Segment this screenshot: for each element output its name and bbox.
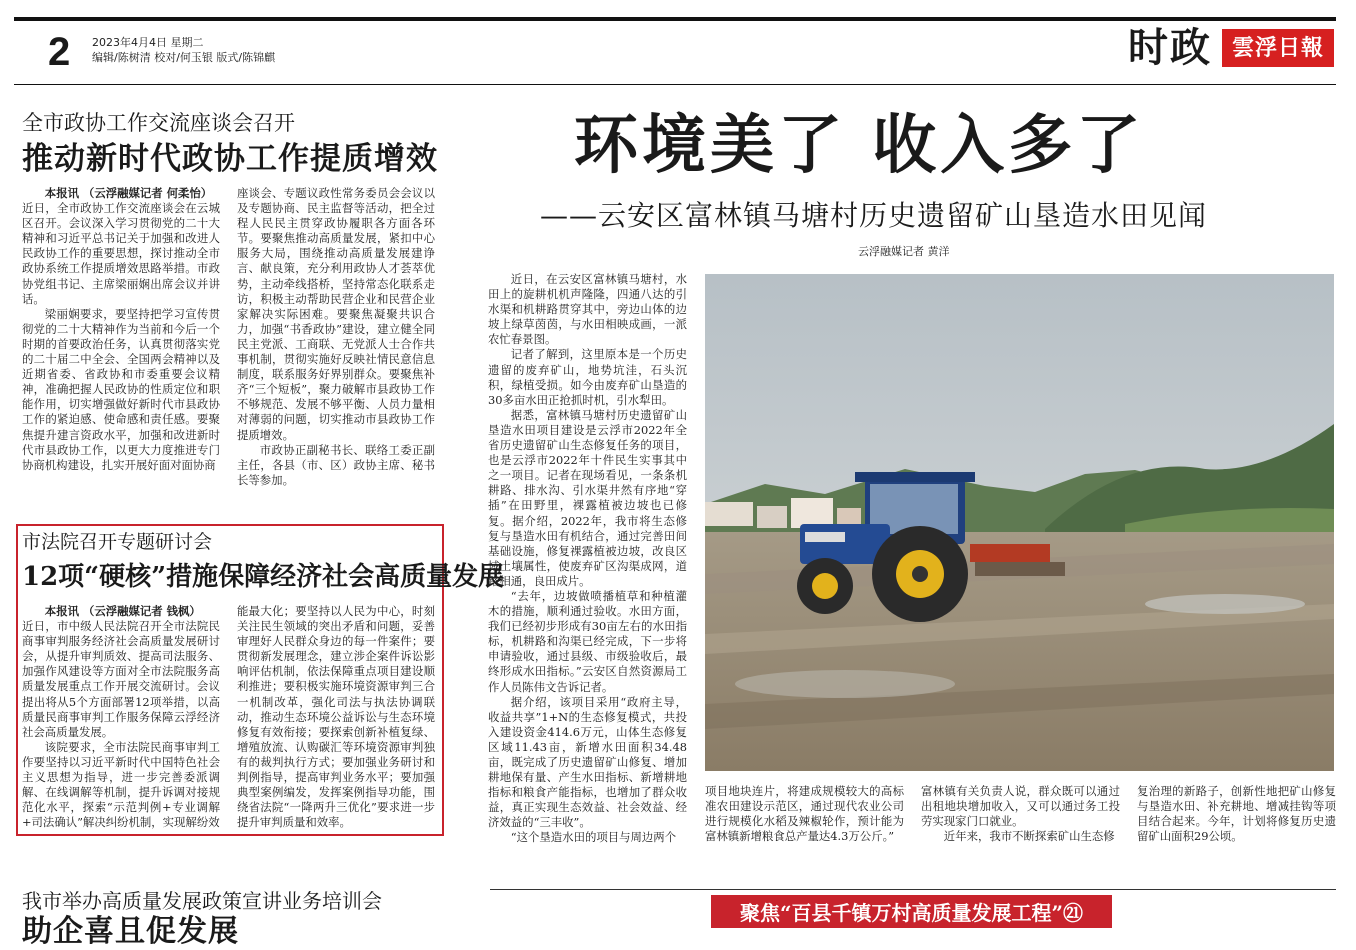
lead-bottom-col2-text: 富林镇有关负责人说，群众既可以通过出租地块增加收入，又可以通过务工投劳实现家门口就业。	[921, 784, 1120, 829]
article1-col1	[22, 186, 220, 473]
lead-reporter: 云浮融媒记者 黄洋	[858, 245, 950, 258]
lead-bottom-col3-text: 复治理的新路子，创新性地把矿山修复与垦造水田、补充耕地、增减挂钩等项目结合起来。今年，计划将修复历史遗留矿山面积29公顷。	[1137, 784, 1336, 844]
tractor-photo-image	[705, 274, 1334, 771]
lead-bottom-col1	[705, 784, 904, 844]
bottom-rule	[490, 889, 1336, 890]
focus-banner[interactable]: 聚焦“百县千镇万村高质量发展工程”㉑	[711, 895, 1112, 928]
article2-col1	[22, 604, 220, 830]
lead-bottom-col1-text: 项目地块连片，将建成规模较大的高标准农田建设示范区，通过现代农业公司进行规模化水稻及辣椒轮作，预计能为富林镇新增粮食总产量达4.3万公斤。”	[705, 784, 904, 844]
article2-col2-p1: 能最大化；要坚持以人民为中心，时刻关注民生领域的突出矛盾和问题，妥善审理好人民群众身边的每一件案件；要贯彻新发展理念，建立涉企案件诉讼影响评估机制，依法保障重点项目建设顺利推进；要积极实施环境资源审判三合一机制改革，强化司法与执法协调联动，推动生态环境公益诉讼与生态环境修复有效衔接；要探索创新补植复绿、增殖放流、认购碳汇等环境资源审判独有的裁判执行方式；要加强业务研讨和判例指导，提高审判业务水平；要加强典型案例编发，发挥案例指导功能，围绕省法院“一降两升三优化”要求进一步提升审判质量和效率。	[237, 604, 435, 830]
section-title: 时政	[1128, 24, 1212, 71]
date-line	[92, 35, 275, 65]
lead-headline[interactable]: 环境美了 收入多了	[574, 108, 1145, 183]
page-number: 2	[48, 30, 71, 74]
masthead-bottom-rule	[14, 84, 1336, 85]
lead-subheadline: ——云安区富林镇马塘村历史遗留矿山垦造水田见闻	[540, 199, 1208, 232]
article3-headline[interactable]: 助企喜且促发展	[22, 914, 239, 949]
paper-logo[interactable]: 雲浮日報	[1222, 29, 1334, 67]
lead-p4: “去年，边坡做喷播植草和种植灌木的措施，顺利通过验收。水田方面，我们已经初步形成有30亩左右的水田指标，机耕路和沟渠已经完成，下一步将申请验收，通过县级、市级验收后，最终形成水田指标。”云安区自然资源局工作人员陈伟文告诉记者。	[488, 588, 687, 694]
masthead-top-rule	[14, 17, 1336, 21]
lead-p3: 据悉，富林镇马塘村历史遗留矿山垦造水田项目建设是云浮市2022年全省历史遗留矿山生态修复任务的项目，也是云浮市2022年十件民生实事其中之一项目。记者在现场看见，一条条机耕路、排水沟、引水渠井然有序地“穿插”在田野里，裸露植被边坡也已修复。据介绍，2022年，我市将生态修复与垦造水田有机结合，通过完善田间基础设施，修复裸露植被边坡，改良区域土壤属性，使废弃矿区沟渠成网，道路相通，良田成片。	[488, 407, 687, 588]
lead-bottom-col2	[921, 784, 1120, 844]
lead-photo[interactable]	[705, 274, 1334, 771]
article1-col1-p2: 梁丽娴要求，要坚持把学习宣传贯彻党的二十大精神作为当前和今后一个时期的首要政治任务，认真贯彻落实党的二十届二中全会、全国两会精神以及近期省委、省政协和市委重要会议精神，准确把握人民政协的性质定位和职能作用，切实增强做好新时代市县政协工作的紧迫感、使命感和责任感。要聚焦提升建言资政水平，加强和改进新时代市县政协工作，以更大力度推进专门协商机构建设，扎实开展好面对面协商	[22, 306, 220, 472]
lead-bottom-col3	[1137, 784, 1336, 844]
lead-text-col	[488, 272, 687, 846]
article1-col2	[237, 186, 435, 488]
article2-col1-p1: 近日，市中级人民法院召开全市法院民商事审判服务经济社会高质量发展研讨会，从提升审判质效、提高司法服务、加强作风建设等方面对全市法院服务高质量发展重点工作开展交流研讨。会议提出将从5个方面部署12项举措，以高质量民商事审判工作服务保障云浮经济社会高质量发展。	[22, 619, 220, 739]
article2-byline: 本报讯 （云浮融媒记者 钱枫）	[44, 604, 201, 618]
article2-kicker: 市法院召开专题研讨会	[22, 531, 213, 553]
lead-p1: 近日，在云安区富林镇马塘村，水田上的旋耕机机声隆隆，四通八达的引水渠和机耕路贯穿其中，旁边山体的边坡上绿草茵茵，与水田相映成画，一派农忙春景图。	[488, 272, 687, 347]
date-text: 2023年4月4日 星期二	[92, 36, 204, 49]
article1-byline: 本报讯 （云浮融媒记者 何柔怡）	[44, 186, 213, 200]
lead-p5: 据介绍，该项目采用“政府主导，收益共享”1+N的生态修复模式，共投入建设资金414.6万元，山体生态修复区域11.43亩，新增水田面积34.48亩，既完成了历史遗留矿山修复、增加耕地保有量、产生水田指标、新增耕地指标和粮食产能指标，也增加了群众收益，真正实现生态效益、社会效益、经济效益的“三丰收”。	[488, 694, 687, 830]
lead-bottom-col2-p2: 近年来，我市不断探索矿山生态修	[943, 829, 1115, 844]
article2-col2	[237, 604, 435, 830]
article2-headline[interactable]: 12项“硬核”措施保障经济社会高质量发展	[22, 562, 505, 592]
lead-p6: “这个垦造水田的项目与周边两个	[510, 830, 677, 845]
article1-kicker: 全市政协工作交流座谈会召开	[22, 111, 295, 135]
article1-col1-p1: 近日，全市政协工作交流座谈会在云城区召开。会议深入学习贯彻党的二十大精神和习近平总书记关于加强和改进人民政协工作的重要思想，探讨推动全市政协系统工作提质增效思路举措。市政协党组书记、主席梁丽娴出席会议并讲话。	[22, 201, 220, 306]
article1-col2-p1: 座谈会、专题议政性常务委员会会议以及专题协商、民主监督等活动，把全过程人民民主贯穿政协履职各方面各环节。要聚焦推动高质量发展，紧扣中心服务大局，围绕推动高质量发展建诤言、献良策，充分利用政协人才荟萃优势，主动牵线搭桥，坚持常态化联系走访，积极主动帮助民营企业和民营企业家解决实际困难。要聚焦凝聚共识合力，加强“书香政协”建设，建立健全同民主党派、工商联、无党派人士合作共事机制，贯彻实施好反映社情民意信息制度，联系服务好界别群众。要聚焦补齐“三个短板”，聚力破解市县政协工作不够规范、发展不够平衡、人员力量相对薄弱的问题，切实推动市县政协工作提质增效。	[237, 186, 435, 442]
article1-col2-p2: 市政协正副秘书长、联络工委正副主任，各县（市、区）政协主席、秘书长等参加。	[237, 442, 435, 487]
editors-text: 编辑/陈树清 校对/何玉银 版式/陈锦麒	[92, 51, 276, 64]
article1-headline[interactable]: 推动新时代政协工作提质增效	[22, 141, 438, 177]
lead-p2: 记者了解到，这里原本是一个历史遗留的废弃矿山，地势坑洼，石头沉积，绿植受损。如今由废弃矿山垦造的30多亩水田正抢抓时机，引水犁田。	[488, 347, 687, 407]
article3-kicker: 我市举办高质量发展政策宣讲业务培训会	[22, 889, 382, 913]
article2-col1-p2: 该院要求，全市法院民商事审判工作要坚持以习近平新时代中国特色社会主义思想为指导，进一步完善委派调解、在线调解等机制，提升诉调对接规范化水平，探索“示范判例+专业调解+司法确认”解决纠纷机制，实现解纷效	[22, 739, 220, 830]
